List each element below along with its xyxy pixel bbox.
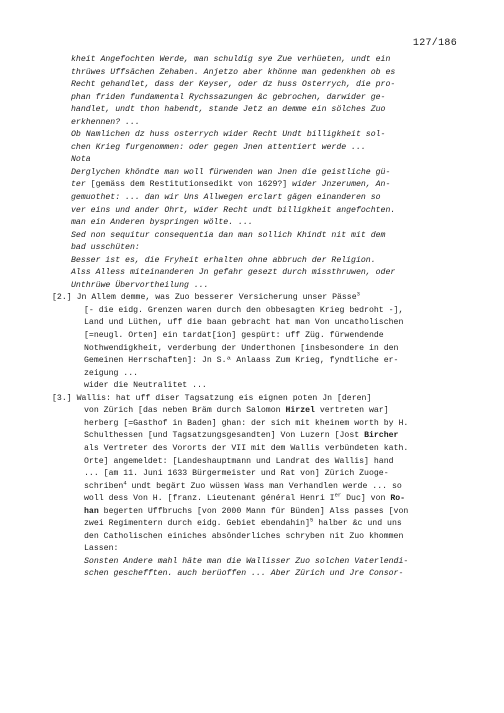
page-number: 127/186: [412, 38, 457, 49]
text-span: begerten Uffbruchs [von 2000 Mann für Bünden] Alss passes [von: [98, 506, 409, 516]
text-line: herberg [=Gasthof in Baden] ghan: der sich mit kheinem worth by H.: [84, 418, 409, 428]
text-line: [84, 430, 461, 443]
text-line: den Catholischen einiches absönderliches schryben nit Zuo khommen: [84, 531, 404, 541]
person-name: han: [84, 506, 99, 516]
text-line: Lassen:: [84, 544, 119, 554]
text-span: wider Jnzerumen, An-: [287, 180, 391, 190]
person-name: Hirzel: [285, 406, 315, 416]
text-line: [52, 393, 461, 406]
text-line: [- die eidg. Grenzen waren durch den obbesagten Krieg bedroht -],: [84, 305, 404, 315]
text-line: [84, 405, 461, 418]
text-span: vertreten war]: [314, 406, 389, 416]
text-line: Recht gehandlet, dass der Keyser, oder dz huss Osterrych, die pro-: [71, 80, 396, 90]
text-line: [=neugl. Orten] ein tardat[ion] gespürt: uff Züg. fürwendende: [84, 331, 384, 341]
text-line: Besser ist es, die Fryheit erhalten ohne abbruch der Religion.: [71, 255, 376, 265]
section-number: [3.]: [52, 393, 77, 403]
text-line: thrüwes Uffsächen Zehaben. Anjetzo aber khönne man gedenkhen ob es: [71, 67, 396, 77]
footnote-marker: er: [334, 491, 342, 499]
text-line: [84, 506, 461, 519]
text-line: phan friden fundamental Rychssazungen &c gebrochen, darwider ge-: [71, 92, 386, 102]
text-line: chen Krieg furgenommen: oder gegen Jnen attentiert werde ...: [71, 142, 366, 152]
text-line: ver eins und ander Ohrt, wider Recht undt billigkheit angefochten.: [71, 205, 396, 215]
text-line: [84, 518, 461, 531]
text-line: schen geschefften. auch berüoffen ... Aber Zürich und Jre Consor-: [84, 569, 404, 579]
text-span: Duc] von: [341, 494, 391, 504]
text-line: handlet, undt thon habendt, stande Jetz an demme ein sölches Zuo: [71, 105, 386, 115]
text-line: Sonsten Andere mahl häte man die Wallisser Zuo solchen Vaterlendi-: [84, 556, 409, 566]
text-line: Nota: [71, 155, 91, 165]
text-span: undt begärt Zuo wüssen Wass man Verhandlen werde ... so: [126, 481, 402, 491]
text-line: kheit Angefochten Werde, man schuldig sye Zue verhüeten, undt ein: [71, 55, 391, 64]
text-line: gemuothet: ... dan wir Uns Allwegen erclart gägen einanderen so: [71, 193, 381, 203]
text-line: bad usschüten:: [71, 243, 140, 253]
text-line: zeigung ...: [84, 368, 139, 378]
text-line: [71, 179, 461, 192]
text-span: [gemäss dem Restitutionsedikt von 1629?]: [90, 180, 288, 190]
text-line: als Vertreter des Vororts der VII mit dem Wallis verbündeten kath.: [84, 443, 409, 453]
text-span: halber &c und uns: [313, 519, 402, 529]
text-line: erkhennen? ...: [71, 117, 140, 127]
footnote-marker: 5: [310, 516, 314, 524]
section-number: [2.]: [52, 293, 77, 303]
text-span: Derglychen khöndte man woll fürwenden wan Jnen die geistliche gü-: [71, 167, 391, 177]
text-line: Land und Lüthen, uff die baan gebracht hat man Von uncatholischen: [84, 318, 404, 328]
person-name: Ro-: [390, 494, 406, 504]
text-line: Sed non sequitur consequentia dan man sollich Khindt nit mit dem: [71, 230, 386, 240]
text-line: [52, 292, 461, 305]
text-line: Alss Alless miteinanderen Jn gefahr gesezt durch missthruwen, oder: [71, 268, 396, 278]
text-line: [71, 167, 461, 180]
text-line: ... [am 11. Juni 1633 Bürgermeister und Rat von] Zürich Zuoge-: [84, 469, 389, 479]
text-line: Ob Namlichen dz huss osterrych wider Recht Undt billigkheit sol-: [71, 130, 386, 140]
text-line: [84, 493, 461, 506]
text-line: [84, 478, 461, 494]
text-line: Unthrüwe Übervortheilung ...: [71, 280, 209, 290]
person-name: Bircher: [364, 431, 399, 441]
text-line: wider die Neutralitet ...: [84, 381, 207, 391]
text-span: Jn Allem demme, was Zuo besserer Versicherung unser Pässe: [76, 293, 357, 303]
text-span: von Zürich [das neben Bräm durch Salomon: [84, 406, 286, 416]
text-span: woll dess Von H. [franz. Lieutenant général Henri I: [84, 494, 335, 504]
text-line: Gemeinen Herrschaften]: Jn S.ª Anlaass Zum Krieg, fyndtliche er-: [84, 356, 399, 366]
text-span: zwei Regimentern durch eidg. Gebiet ebendahin]: [84, 519, 311, 529]
text-span: Wallis: hat uff diser Tagsatzung eis eignen poten Jn [deren]: [76, 393, 372, 403]
text-span: Schulthessen [und Tagsatzungsgesandten] Von Luzern [Jost: [84, 431, 365, 441]
text-line: Nothwendigkheit, verderbung der Underthonen [insbesondere in den: [84, 343, 399, 353]
text-line: Orte] angemeldet: [Landeshauptmann und Landrat des Wallis] hand: [84, 456, 394, 466]
text-span: ter: [71, 180, 91, 190]
text-line: man ein Anderen byspringen wölte. ...: [71, 218, 253, 228]
footnote-marker: 4: [123, 478, 127, 486]
footnote-marker: 3: [356, 290, 360, 298]
document-body: [52, 54, 461, 581]
text-span: schriben: [84, 481, 124, 491]
